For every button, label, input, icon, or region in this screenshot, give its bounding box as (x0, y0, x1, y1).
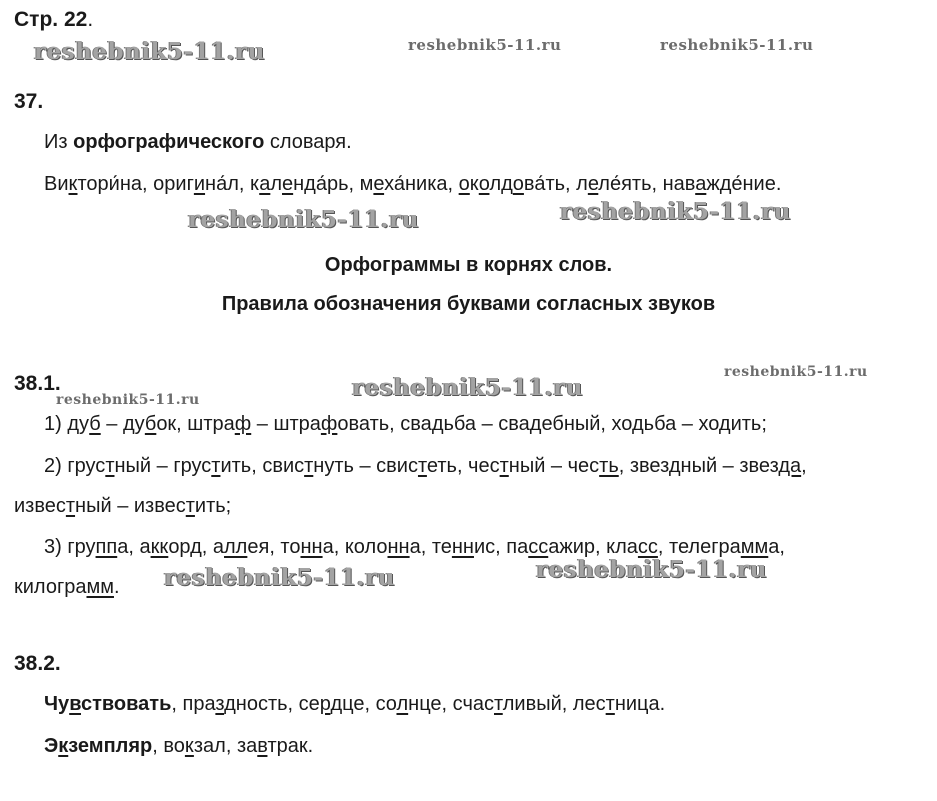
intro-text: Из (44, 131, 74, 153)
underlined-letter: т (499, 455, 509, 477)
underlined-letter: д (529, 413, 542, 435)
answer-line (14, 575, 120, 599)
exercise-number: 38.2. (14, 652, 61, 675)
answer-line (44, 692, 665, 716)
underlined-letter: нн (387, 536, 410, 558)
underlined-letter: мм (86, 576, 114, 598)
underlined-letter: д (718, 413, 731, 435)
text-segment: ьба – сва (443, 413, 530, 435)
answer-line (44, 734, 313, 758)
text-segment: ить; (194, 495, 232, 517)
watermark: reshebnik5-11.ru (164, 564, 395, 591)
dictionary-word (153, 173, 239, 195)
underlined-letter: лл (224, 536, 248, 558)
text-segment: овать, сва (337, 413, 432, 435)
text-segment: 2) грус (44, 455, 106, 477)
text-segment: ок, штра (156, 413, 235, 435)
underlined-letter: сс (528, 536, 549, 558)
underlined-letter: кк (150, 536, 169, 558)
underlined-letter: д (632, 413, 644, 435)
watermark: reshebnik5-11.ru (724, 364, 868, 380)
text-segment: а, (768, 536, 785, 558)
text-segment: 3) гру (44, 536, 96, 558)
watermark: reshebnik5-11.ru (536, 556, 767, 583)
text-segment: ле́ять (598, 173, 652, 195)
underlined-letter: б (144, 413, 157, 435)
separator: , (142, 173, 154, 195)
underlined-letter: д (224, 693, 236, 715)
answer-line (44, 454, 807, 478)
text-segment: Э (44, 735, 59, 757)
underlined-letter: е (282, 173, 294, 195)
underlined-letter: ф (320, 413, 338, 435)
text-segment: жде́ние (706, 173, 776, 195)
underlined-letter: а (695, 173, 707, 195)
answer-line (14, 494, 231, 518)
underlined-letter: ть (599, 455, 619, 477)
text-segment: к (250, 173, 260, 195)
underlined-letter: т (417, 455, 427, 477)
text-segment: , пра (171, 693, 216, 715)
watermark: reshebnik5-11.ru (408, 36, 562, 54)
text-segment: ить, свис (220, 455, 305, 477)
watermark: reshebnik5-11.ru (188, 206, 419, 233)
text-segment: , телегра (657, 536, 741, 558)
text-segment: ливый, лес (502, 693, 606, 715)
text-segment: ный – грус (114, 455, 212, 477)
dictionary-word (576, 173, 651, 195)
text-segment: нда́рь (293, 173, 349, 195)
text-segment: Чу (44, 693, 70, 715)
underlined-letter: к (68, 173, 78, 195)
text-segment: Ви (44, 173, 69, 195)
text-segment: ить; (730, 413, 767, 435)
text-segment: ствовать (80, 693, 172, 715)
underlined-letter: и (193, 173, 206, 195)
text-segment: ный – чес (508, 455, 600, 477)
text-segment: ный – извес (75, 495, 186, 517)
text-segment: ха́ника (384, 173, 448, 195)
answer-line (44, 412, 767, 436)
underlined-letter: к (184, 735, 194, 757)
watermark: reshebnik5-11.ru (56, 392, 200, 408)
text-segment: ажир, кла (548, 536, 638, 558)
text-segment: ебный, хо (541, 413, 632, 435)
text-segment: нуть – свис (313, 455, 418, 477)
underlined-letter: т (211, 455, 221, 477)
text-segment: а, а (117, 536, 151, 558)
text-segment: нце, счас (408, 693, 494, 715)
dictionary-word (360, 173, 448, 195)
text-segment: . (113, 576, 120, 598)
underlined-letter: о (458, 173, 470, 195)
answer-line (44, 535, 785, 559)
text-segment: м (359, 173, 374, 195)
text-segment: ьба – хо (643, 413, 719, 435)
underlined-letter: о (512, 173, 524, 195)
underlined-letter: т (65, 495, 76, 517)
underlined-letter: в (69, 693, 81, 715)
separator: . (775, 173, 782, 195)
text-segment: 1) ду (44, 413, 90, 435)
underlined-letter: д (431, 413, 444, 435)
text-segment: нав (662, 173, 696, 195)
text-segment: орд, а (168, 536, 225, 558)
text-segment: л (270, 173, 283, 195)
underlined-letter: о (478, 173, 490, 195)
page-reference-dot: . (87, 8, 94, 31)
dictionary-word (459, 173, 565, 195)
underlined-letter: мм (740, 536, 769, 558)
underlined-letter: к (58, 735, 69, 757)
watermark: reshebnik5-11.ru (34, 38, 265, 65)
underlined-letter: в (257, 735, 268, 757)
underlined-letter: да (778, 455, 802, 477)
text-segment: на́л (205, 173, 239, 195)
text-segment: а, коло (322, 536, 388, 558)
underlined-letter: т (605, 693, 615, 715)
underlined-letter: сс (637, 536, 658, 558)
underlined-letter: т (494, 693, 503, 715)
underlined-letter: нн (451, 536, 474, 558)
underlined-letter: б (89, 413, 101, 435)
text-segment: ница. (614, 693, 666, 715)
text-segment: ва́ть (523, 173, 566, 195)
text-segment: зал, за (193, 735, 258, 757)
section-title: Орфограммы в корнях слов. (324, 254, 613, 276)
intro-text: словаря. (264, 131, 352, 153)
text-segment: а, те (409, 536, 452, 558)
text-segment: тори́на (77, 173, 143, 195)
underlined-letter: а (259, 173, 271, 195)
underlined-letter: р (319, 693, 331, 715)
underlined-letter: т (105, 455, 115, 477)
underlined-letter: т (185, 495, 195, 517)
underlined-letter: пп (95, 536, 118, 558)
underlined-letter: ф (234, 413, 252, 435)
text-segment: дце, со (330, 693, 397, 715)
underlined-letter: нн (300, 536, 323, 558)
text-segment: ея, то (247, 536, 301, 558)
text-segment: извес (14, 495, 66, 517)
dictionary-word (663, 173, 776, 195)
watermark: reshebnik5-11.ru (352, 374, 583, 401)
separator: , (447, 173, 459, 195)
text-segment: к (469, 173, 479, 195)
text-segment: трак. (267, 735, 314, 757)
page-reference (14, 8, 93, 32)
word-list (44, 172, 781, 196)
dictionary-word (44, 173, 142, 195)
underlined-letter: е (373, 173, 385, 195)
text-segment: земпляр (68, 735, 153, 757)
dictionary-word (250, 173, 349, 195)
text-segment: – ду (100, 413, 145, 435)
separator: , (238, 173, 251, 195)
underlined-letter: л (396, 693, 409, 715)
text-segment: л (576, 173, 588, 195)
intro-bold-text: орфографического (73, 131, 265, 153)
underlined-letter: е (587, 173, 599, 195)
separator: , (565, 173, 577, 195)
text-segment: ис, па (473, 536, 529, 558)
watermark: reshebnik5-11.ru (560, 198, 791, 225)
page-reference-text: Стр. 22 (14, 8, 88, 31)
text-segment: ный – звез (680, 455, 779, 477)
text-segment: – штра (251, 413, 321, 435)
exercise-intro (44, 130, 352, 154)
exercise-number: 38.1. (14, 372, 61, 395)
text-segment: ность, се (235, 693, 320, 715)
text-segment: килогра (14, 576, 87, 598)
text-segment: , (801, 455, 807, 477)
underlined-letter: т (304, 455, 314, 477)
watermark: reshebnik5-11.ru (660, 36, 814, 54)
text-segment: ориг (153, 173, 194, 195)
underlined-letter: з (215, 693, 225, 715)
text-segment: лд (489, 173, 513, 195)
text-segment: , звез (618, 455, 669, 477)
separator: , (651, 173, 663, 195)
underlined-letter: д (668, 455, 681, 477)
text-segment: , во (152, 735, 185, 757)
exercise-number: 37. (14, 90, 44, 113)
text-segment: еть, чес (426, 455, 500, 477)
separator: , (348, 173, 360, 195)
section-subtitle: Правила обозначения буквами согласных звуков (221, 293, 716, 315)
